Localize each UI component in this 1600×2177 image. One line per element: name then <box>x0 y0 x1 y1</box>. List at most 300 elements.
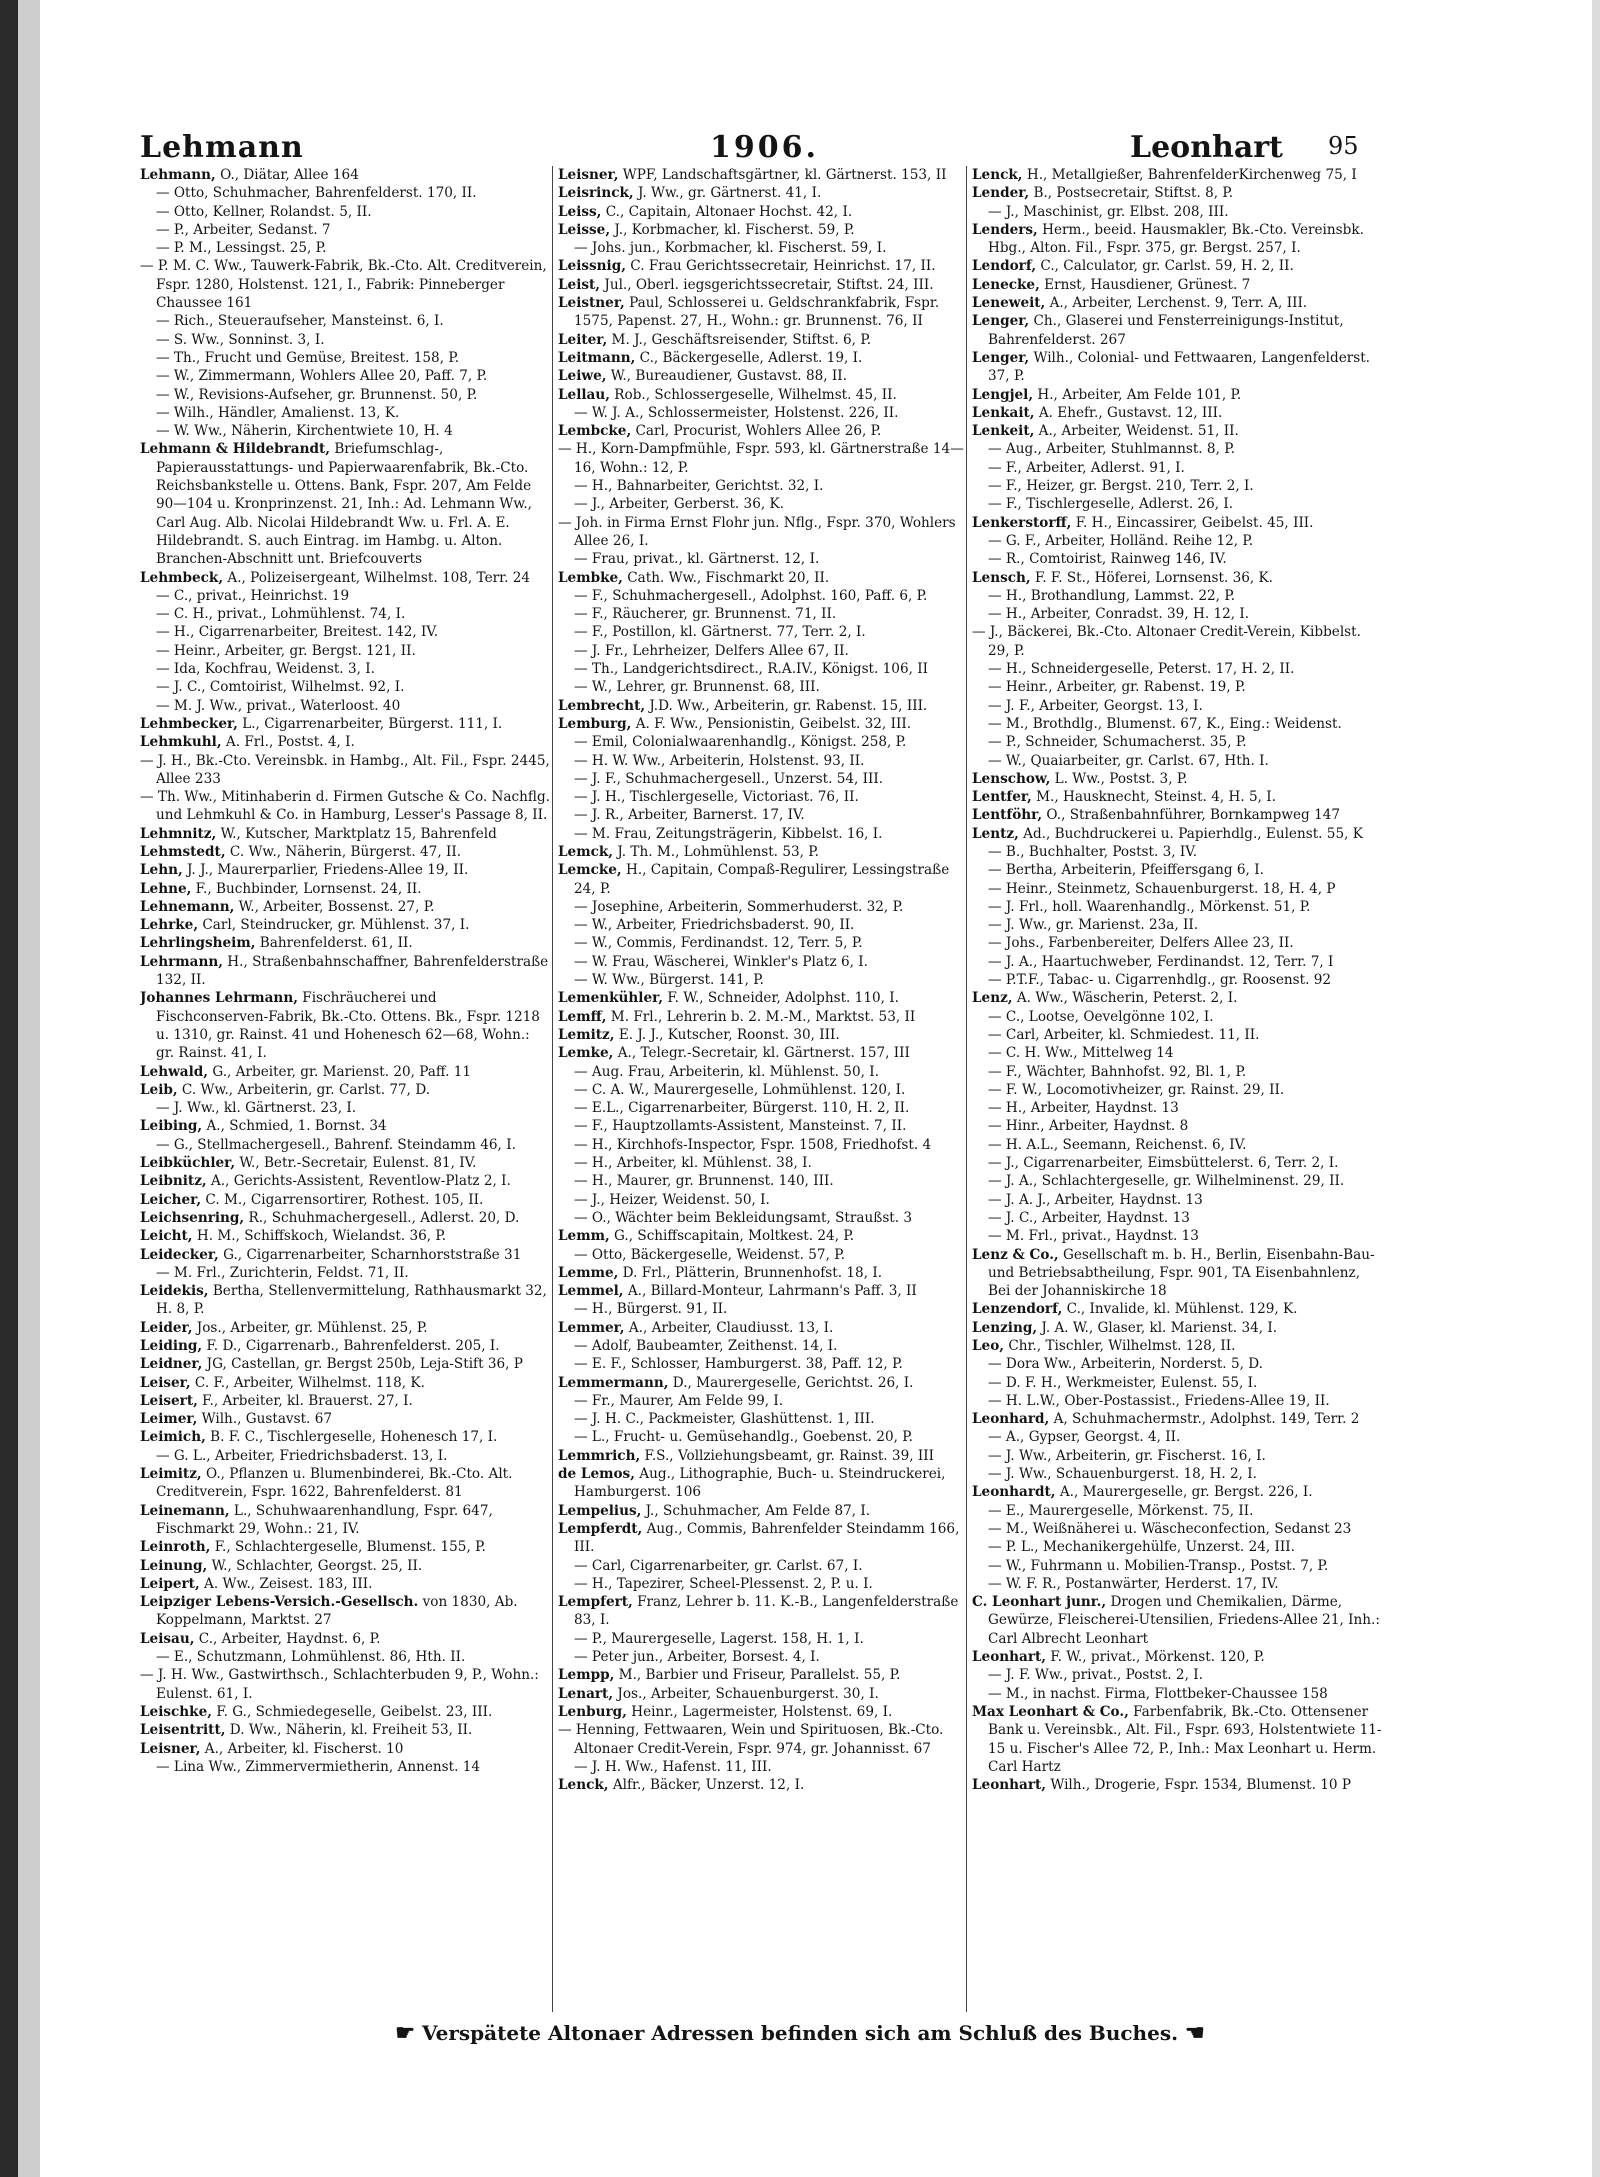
entry-text: Aug., Lithographie, Buch- u. Steindruckerei, Hamburgerst. 106 <box>574 1466 946 1501</box>
entry-surname: Lembcke, <box>558 423 632 440</box>
directory-entry <box>558 898 970 916</box>
header-year: 1906. <box>710 130 819 165</box>
entry-text: F., Schlachtergeselle, Blumenst. 155, P. <box>210 1539 486 1556</box>
directory-entry <box>972 1026 1384 1044</box>
directory-entry <box>972 184 1384 202</box>
entry-surname: Lembrecht, <box>558 697 646 714</box>
entry-text: — Rich., Steueraufseher, Mansteinst. 6, I. <box>156 313 444 330</box>
entry-text: A. Ehefr., Gustavst. 12, III. <box>1034 404 1223 421</box>
directory-entry <box>972 1246 1384 1301</box>
directory-entry <box>558 1392 970 1410</box>
directory-entry <box>558 1044 970 1062</box>
entry-surname: Lenzing, <box>972 1319 1038 1336</box>
entry-text: Wilh., Colonial- und Fettwaaren, Langenfelderst. 37, P. <box>988 349 1371 385</box>
entry-text: — H., Cigarrenarbeiter, Breitest. 142, IV. <box>156 624 439 641</box>
directory-entry <box>972 166 1384 184</box>
entry-text: Rob., Schlossergeselle, Wilhelmst. 45, II. <box>609 386 897 403</box>
entry-text: — W. J. A., Schlossermeister, Holstenst. 226, II. <box>574 404 899 421</box>
directory-entry <box>140 1337 552 1355</box>
directory-entry <box>140 752 552 789</box>
directory-entry <box>558 1593 970 1630</box>
entry-surname: Leisse, <box>558 221 611 238</box>
scan-border-left <box>0 0 18 2177</box>
entry-surname: Lemme, <box>558 1264 619 1281</box>
entry-text: Heinr., Lagermeister, Holstenst. 69, I. <box>626 1703 893 1720</box>
directory-entry <box>558 1117 970 1135</box>
entry-surname: Lehne, <box>140 880 192 897</box>
entry-surname: Lenburg, <box>558 1703 627 1720</box>
entry-surname: Leonhart, <box>972 1649 1047 1666</box>
entry-text: A. Ww., Zeisest. 183, III. <box>199 1575 373 1592</box>
entry-surname: Lenecke, <box>972 276 1040 293</box>
directory-entry <box>972 1648 1384 1666</box>
entry-text: Wilh., Gustavst. 67 <box>197 1411 332 1428</box>
entry-text: — J. Frl., holl. Waarenhandlg., Mörkenst. 51, P. <box>988 898 1311 915</box>
directory-entry <box>972 1081 1384 1099</box>
entry-surname: Lembke, <box>558 569 623 586</box>
directory-entry <box>972 495 1384 513</box>
entry-surname: Lempelius, <box>558 1502 642 1519</box>
directory-entry <box>972 953 1384 971</box>
entry-surname: Lendorf, <box>972 258 1037 275</box>
entry-text: — J. Ww., Arbeiterin, gr. Fischerst. 16, I. <box>988 1447 1266 1464</box>
entry-text: — H., Brothandlung, Lammst. 22, P. <box>988 587 1236 604</box>
directory-entry <box>972 1063 1384 1081</box>
directory-entry <box>140 367 552 385</box>
entry-surname: Leidecker, <box>140 1246 219 1263</box>
entry-text: F. W., Schneider, Adolphst. 110, I. <box>663 990 899 1007</box>
directory-entry <box>972 1044 1384 1062</box>
directory-entry <box>972 1227 1384 1245</box>
directory-entry <box>140 166 552 184</box>
entry-text: — Johs., Farbenbereiter, Delfers Allee 23, II. <box>988 935 1294 952</box>
directory-entry <box>140 386 552 404</box>
directory-entry <box>558 1209 970 1227</box>
entry-text: — A., Gypser, Georgst. 4, II. <box>988 1429 1181 1446</box>
directory-entry <box>972 294 1384 312</box>
entry-surname: Leisentritt, <box>140 1722 226 1739</box>
entry-surname: Lemmel, <box>558 1283 624 1300</box>
directory-entry <box>972 1538 1384 1556</box>
entry-surname: Leidekis, <box>140 1283 209 1300</box>
entry-text: J., Korbmacher, kl. Fischerst. 59, P. <box>610 221 855 238</box>
entry-surname: Leibnitz, <box>140 1173 207 1190</box>
directory-entry <box>140 1428 552 1446</box>
entry-surname: Leitmann, <box>558 349 636 366</box>
directory-entry <box>972 1575 1384 1593</box>
entry-surname: Lenz, <box>972 990 1013 1007</box>
entry-text: A., Telegr.-Secretair, kl. Gärtnerst. 157, III <box>613 1045 910 1062</box>
directory-entry <box>140 440 552 568</box>
entry-text: E. J. J., Kutscher, Roonst. 30, III. <box>614 1026 840 1043</box>
entry-text: Farbenfabrik, Bk.-Cto. Ottensener Bank u. Vereinsbk., Alt. Fil., Fspr. 693, Holstentwiete 11-15 u. Fischer's Allee 72, P., Inh.: Max Leonhart u. Herm. Carl Hartz <box>988 1703 1382 1775</box>
entry-surname: Lemmermann, <box>558 1374 669 1391</box>
entry-text: J. Ww., gr. Gärtnerst. 41, I. <box>633 185 822 202</box>
pointing-hand-icon-right: ☚ <box>1185 2020 1205 2046</box>
entry-text: — M. Frau, Zeitungsträgerin, Kibbelst. 16, I. <box>574 825 883 842</box>
entry-surname: Lentz, <box>972 825 1019 842</box>
directory-entry <box>972 587 1384 605</box>
entry-text: — E.L., Cigarrenarbeiter, Bürgerst. 110, H. 2, II. <box>574 1100 910 1117</box>
directory-entry <box>140 715 552 733</box>
entry-text: H., Arbeiter, Am Felde 101, P. <box>1033 386 1242 403</box>
entry-surname: Lenzendorf, <box>972 1301 1063 1318</box>
entry-text: — J. A., Haartuchweber, Ferdinandst. 12, Terr. 7, I <box>988 953 1334 970</box>
directory-entry <box>558 1685 970 1703</box>
entry-surname: Leiwe, <box>558 368 607 385</box>
entry-text: A., Arbeiter, kl. Fischerst. 10 <box>200 1740 404 1757</box>
directory-entry <box>972 1300 1384 1318</box>
entry-text: — G. F., Arbeiter, Holländ. Reihe 12, P. <box>988 532 1254 549</box>
scan-border-right <box>1592 0 1600 2177</box>
directory-entry <box>972 1337 1384 1355</box>
entry-text: C. Ww., Arbeiterin, gr. Carlst. 77, D. <box>177 1081 431 1098</box>
directory-entry <box>972 1154 1384 1172</box>
entry-text: C. Frau Gerichtssecretair, Heinrichst. 17, II. <box>625 258 936 275</box>
entry-surname: Lellau, <box>558 386 610 403</box>
entry-text: — P. M. C. Ww., Tauwerk-Fabrik, Bk.-Cto. Alt. Creditverein, Fspr. 1280, Holstenst. 121, I., Fabrik: Pinneberger Chaussee 161 <box>140 258 547 312</box>
entry-text: A. Frl., Postst. 4, I. <box>221 734 355 751</box>
directory-entry <box>558 770 970 788</box>
entry-text: — J. C., Comtoirist, Wilhelmst. 92, I. <box>156 679 405 696</box>
directory-entry <box>140 1063 552 1081</box>
directory-entry <box>558 916 970 934</box>
directory-entry <box>972 404 1384 422</box>
entry-surname: Lemitz, <box>558 1026 615 1043</box>
entry-text: Carl, Procurist, Wohlers Allee 26, P. <box>631 423 882 440</box>
directory-entry <box>558 1063 970 1081</box>
entry-surname: Lenschow, <box>972 770 1051 787</box>
entry-text: — Adolf, Baubeamter, Zeithenst. 14, I. <box>574 1338 838 1354</box>
entry-text: — J. F., Schuhmachergesell., Unzerst. 54, III. <box>574 770 884 787</box>
directory-entry <box>140 1465 552 1502</box>
entry-surname: Lentfer, <box>972 789 1032 806</box>
directory-entry <box>558 386 970 404</box>
entry-text: — J. H. Ww., Hafenst. 11, III. <box>574 1758 772 1775</box>
entry-text: — W. F. R., Postanwärter, Herderst. 17, IV. <box>988 1575 1279 1592</box>
entry-text: J. A. W., Glaser, kl. Marienst. 34, I. <box>1037 1319 1278 1336</box>
entry-surname: Leisner, <box>140 1740 201 1757</box>
directory-entry <box>140 1758 552 1776</box>
column-3 <box>972 166 1384 2012</box>
entry-text: JG, Castellan, gr. Bergst 250b, Leja-Stift 36, P <box>202 1356 523 1373</box>
directory-entry <box>972 440 1384 458</box>
directory-entry <box>558 349 970 367</box>
entry-text: F. H., Eincassirer, Geibelst. 45, III. <box>1071 514 1314 531</box>
directory-entry <box>558 1447 970 1465</box>
entry-text: — H., Korn-Dampfmühle, Fspr. 593, kl. Gärtnerstraße 14—16, Wohn.: 12, P. <box>558 441 964 476</box>
entry-text: — F., Arbeiter, Adlerst. 91, I. <box>988 459 1185 476</box>
entry-text: — H., Kirchhofs-Inspector, Fspr. 1508, Friedhofst. 4 <box>574 1136 932 1153</box>
entry-surname: Lengjel, <box>972 386 1034 403</box>
entry-text: — Hinr., Arbeiter, Haydnst. 8 <box>988 1118 1189 1135</box>
entry-surname: Lenger, <box>972 349 1030 366</box>
directory-entry <box>972 203 1384 221</box>
directory-entry <box>972 1191 1384 1209</box>
entry-text: F. F. St., Höferei, Lornsenst. 36, K. <box>1030 569 1273 586</box>
entry-text: A., Schmied, 1. Bornst. 34 <box>202 1118 387 1135</box>
entry-text: — F., Wächter, Bahnhofst. 92, Bl. 1, P. <box>988 1063 1247 1080</box>
entry-text: — S. Ww., Sonninst. 3, I. <box>156 331 325 348</box>
entry-text: — M. Frl., Zurichterin, Feldst. 71, II. <box>156 1264 409 1281</box>
entry-text: — H., Bahnarbeiter, Gerichtst. 32, I. <box>574 478 824 495</box>
entry-text: — H., Schneidergeselle, Peterst. 17, H. 2, II. <box>988 661 1295 678</box>
directory-entry <box>972 349 1384 386</box>
entry-surname: de Lemos, <box>558 1466 635 1483</box>
directory-entry <box>972 422 1384 440</box>
directory-entry <box>558 989 970 1007</box>
directory-entry <box>972 623 1384 660</box>
entry-surname: Lenart, <box>558 1685 614 1702</box>
entry-text: Alfr., Bäcker, Unzerst. 12, I. <box>608 1777 805 1794</box>
entry-surname: Leistner, <box>558 295 625 312</box>
entry-text: C., Calculator, gr. Carlst. 59, H. 2, II. <box>1036 258 1294 275</box>
entry-text: — Wilh., Händler, Amalienst. 13, K. <box>156 404 400 421</box>
directory-entry <box>140 349 552 367</box>
entry-text: J., Schuhmacher, Am Felde 87, I. <box>641 1502 871 1519</box>
entry-text: Paul, Schlosserei u. Geldschrankfabrik, Fspr. 1575, Papenst. 27, H., Wohn.: gr. Brunnenst. 76, II <box>574 295 940 330</box>
directory-entry <box>972 1355 1384 1373</box>
directory-entry <box>558 1630 970 1648</box>
entry-text: — W. Ww., Näherin, Kirchentwiete 10, H. 4 <box>156 423 453 440</box>
entry-surname: Leiding, <box>140 1338 203 1354</box>
directory-entry <box>140 1374 552 1392</box>
entry-surname: Leider, <box>140 1319 193 1336</box>
entry-text: — Henning, Fettwaaren, Wein und Spirituosen, Bk.-Cto. Altonaer Credit-Verein, Fspr. 974, gr. Johannisst. 67 <box>558 1722 944 1757</box>
entry-text: F. D., Cigarrenarb., Bahrenfelderst. 205, I. <box>202 1338 500 1354</box>
entry-text: — Otto, Kellner, Rolandst. 5, II. <box>156 203 372 220</box>
directory-entry <box>972 1666 1384 1684</box>
directory-entry <box>972 1410 1384 1428</box>
entry-text: — Frau, privat., kl. Gärtnerst. 12, I. <box>574 551 820 568</box>
directory-entry <box>558 733 970 751</box>
directory-entry <box>972 752 1384 770</box>
entry-text: W., Bureaudiener, Gustavst. 88, II. <box>606 368 847 385</box>
entry-surname: Leisner, <box>558 167 619 183</box>
directory-entry <box>972 806 1384 824</box>
directory-entry <box>140 934 552 952</box>
entry-text: G., Schiffscapitain, Moltkest. 24, P. <box>609 1228 855 1245</box>
entry-text: — Th., Landgerichtsdirect., R.A.IV., Königst. 106, II <box>574 661 928 678</box>
entry-text: A., Arbeiter, Lerchenst. 9, Terr. A, III. <box>1045 295 1308 312</box>
directory-entry <box>140 1099 552 1117</box>
directory-entry <box>558 1355 970 1373</box>
entry-text: — L., Frucht- u. Gemüsehandlg., Goebenst. 20, P. <box>574 1429 913 1446</box>
entry-text: M., Hausknecht, Steinst. 4, H. 5, I. <box>1031 789 1276 806</box>
directory-entry <box>558 1648 970 1666</box>
directory-entry <box>972 770 1384 788</box>
entry-text: — J., Bäckerei, Bk.-Cto. Altonaer Credit-Verein, Kibbelst. 29, P. <box>972 624 1361 659</box>
entry-surname: Leneweit, <box>972 295 1046 312</box>
entry-surname: Leichsenring, <box>140 1209 245 1226</box>
entry-surname: Lemenkühler, <box>558 990 664 1007</box>
directory-entry <box>140 1593 552 1630</box>
directory-entry <box>140 1557 552 1575</box>
directory-entry <box>972 605 1384 623</box>
directory-entry <box>140 1282 552 1319</box>
entry-text: A., Arbeiter, Claudiusst. 13, I. <box>624 1319 834 1336</box>
entry-surname: Leisau, <box>140 1630 195 1647</box>
entry-text: — F., Tischlergeselle, Adlerst. 26, I. <box>988 496 1234 513</box>
entry-surname: Leonhard, <box>972 1411 1050 1428</box>
entry-surname: Lehwald, <box>140 1063 209 1080</box>
directory-entry <box>140 239 552 257</box>
directory-entry <box>972 1172 1384 1190</box>
entry-surname: Leinroth, <box>140 1539 211 1556</box>
entry-text: — F., Heizer, gr. Bergst. 210, Terr. 2, I. <box>988 478 1254 495</box>
entry-surname: Lehrke, <box>140 917 199 934</box>
entry-text: — Heinr., Arbeiter, gr. Bergst. 121, II. <box>156 642 416 659</box>
entry-text: — J. Ww., Schauenburgerst. 18, H. 2, I. <box>988 1466 1257 1483</box>
directory-entry <box>558 1191 970 1209</box>
entry-surname: Lehmstedt, <box>140 843 226 860</box>
directory-entry <box>558 1081 970 1099</box>
directory-entry <box>972 971 1384 989</box>
directory-entry <box>140 1410 552 1428</box>
directory-entry <box>558 1282 970 1300</box>
directory-entry <box>972 569 1384 587</box>
entry-text: — M., in nachst. Firma, Flottbeker-Chaussee 158 <box>988 1685 1328 1702</box>
directory-entry <box>140 312 552 330</box>
directory-entry <box>140 184 552 202</box>
entry-text: — J., Arbeiter, Gerberst. 36, K. <box>574 496 784 513</box>
entry-surname: Lemburg, <box>558 715 632 732</box>
entry-text: D., Maurergeselle, Gerichtst. 26, I. <box>668 1374 914 1391</box>
directory-entry <box>140 1191 552 1209</box>
entry-text: — F., Hauptzollamts-Assistent, Mansteinst. 7, II. <box>574 1118 907 1135</box>
entry-surname: Leimer, <box>140 1411 198 1428</box>
column-2 <box>558 166 970 2012</box>
directory-entry <box>558 1465 970 1502</box>
entry-text: — J. C., Arbeiter, Haydnst. 13 <box>988 1209 1190 1226</box>
directory-entry <box>140 825 552 843</box>
entry-surname: Leipert, <box>140 1575 200 1592</box>
directory-entry <box>972 221 1384 258</box>
entry-text: B. F. C., Tischlergeselle, Hohenesch 17, I. <box>205 1429 498 1446</box>
directory-entry <box>558 440 970 477</box>
directory-entry <box>558 239 970 257</box>
directory-entry <box>140 404 552 422</box>
directory-entry <box>558 1337 970 1355</box>
entry-surname: Leicht, <box>140 1228 193 1245</box>
page-footer-note <box>380 2020 1220 2050</box>
column-1 <box>140 166 552 2012</box>
directory-entry <box>972 934 1384 952</box>
directory-entry <box>558 843 970 861</box>
directory-entry <box>558 367 970 385</box>
entry-surname: Lemff, <box>558 1008 607 1025</box>
entry-text: — H., Bürgerst. 91, II. <box>574 1301 728 1318</box>
entry-text: C., Capitain, Altonaer Hochst. 42, I. <box>601 203 853 220</box>
directory-entry <box>972 257 1384 275</box>
directory-entry <box>558 569 970 587</box>
directory-entry <box>972 1319 1384 1337</box>
entry-surname: Leipziger Lebens-Versich.-Gesellsch. <box>140 1594 419 1611</box>
directory-entry <box>972 1428 1384 1446</box>
entry-text: W., Arbeiter, Bossenst. 27, P. <box>234 898 435 915</box>
entry-text: — F., Postillon, kl. Gärtnerst. 77, Terr. 2, I. <box>574 624 866 641</box>
entry-text: — G., Stellmachergesell., Bahrenf. Steindamm 46, I. <box>156 1136 516 1153</box>
entry-text: — W. Frau, Wäscherei, Winkler's Platz 6, I. <box>574 953 868 970</box>
directory-entry <box>558 550 970 568</box>
entry-surname: Leist, <box>558 276 601 293</box>
entry-text: — C. H., privat., Lohmühlenst. 74, I. <box>156 606 406 623</box>
directory-entry <box>972 1374 1384 1392</box>
entry-text: R., Schuhmachergesell., Adlerst. 20, D. <box>244 1209 520 1226</box>
entry-text: Ad., Buchdruckerei u. Papierhdlg., Eulenst. 55, K <box>1018 825 1363 842</box>
entry-text: — J. H. Ww., Gastwirthsch., Schlachterbuden 9, P., Wohn.: Eulenst. 61, I. <box>140 1667 539 1702</box>
directory-entry <box>558 971 970 989</box>
entry-text: H., Capitain, Compaß-Regulirer, Lessingstraße 24, P. <box>574 862 950 897</box>
entry-text: A, Schuhmachermstr., Adolphst. 149, Terr. 2 <box>1049 1411 1360 1428</box>
directory-entry <box>558 678 970 696</box>
entry-text: — Th. Ww., Mitinhaberin d. Firmen Gutsche & Co. Nachflg. und Lehmkuhl & Co. in Hamburg, Lesser's Passage 8, II. <box>140 789 550 824</box>
page-number: 95 <box>1328 132 1359 160</box>
directory-entry <box>972 550 1384 568</box>
entry-text: WPF, Landschaftsgärtner, kl. Gärtnerst. 153, II <box>618 167 947 183</box>
entry-text: — W., Arbeiter, Friedrichsbaderst. 90, II. <box>574 917 855 934</box>
entry-text: F. W., privat., Mörkenst. 120, P. <box>1046 1649 1265 1666</box>
directory-entry <box>972 715 1384 733</box>
entry-text: C. M., Cigarrensortirer, Rothest. 105, II. <box>201 1191 484 1208</box>
directory-entry <box>140 587 552 605</box>
entry-surname: Lehmkuhl, <box>140 734 222 751</box>
entry-text: — W., Fuhrmann u. Mobilien-Transp., Postst. 7, P. <box>988 1557 1329 1574</box>
entry-text: — M., Weißnäherei u. Wäscheconfection, Sedanst 23 <box>988 1520 1352 1537</box>
entry-text: — P., Arbeiter, Sedanst. 7 <box>156 221 331 238</box>
directory-entry <box>140 1630 552 1648</box>
directory-entry <box>972 1483 1384 1501</box>
entry-text: — H. L.W., Ober-Postassist., Friedens-Allee 19, II. <box>988 1392 1330 1409</box>
entry-text: J. J., Maurerparlier, Friedens-Allee 19, II. <box>182 862 469 879</box>
directory-entry <box>140 1575 552 1593</box>
entry-text: — H., Arbeiter, Haydnst. 13 <box>988 1100 1179 1117</box>
entry-text: — Joh. in Firma Ernst Flohr jun. Nflg., Fspr. 370, Wohlers Allee 26, I. <box>558 514 956 549</box>
directory-entry <box>140 1264 552 1282</box>
directory-entry <box>558 276 970 294</box>
directory-entry <box>972 916 1384 934</box>
entry-text: — P. M., Lessingst. 25, P. <box>156 240 327 257</box>
directory-entry <box>558 587 970 605</box>
entry-text: F., Buchbinder, Lornsenst. 24, II. <box>191 880 422 897</box>
directory-entry <box>558 1300 970 1318</box>
entry-text: — J., Cigarrenarbeiter, Eimsbüttelerst. 6, Terr. 2, I. <box>988 1155 1339 1172</box>
entry-text: — F., Räucherer, gr. Brunnenst. 71, II. <box>574 606 837 623</box>
directory-entry <box>140 331 552 349</box>
directory-entry <box>140 953 552 990</box>
entry-text: C., Arbeiter, Haydnst. 6, P. <box>194 1630 381 1647</box>
entry-text: — Heinr., Steinmetz, Schauenburgerst. 18, H. 4, P <box>988 880 1336 897</box>
directory-entry <box>558 806 970 824</box>
entry-surname: Lehmann, <box>140 167 216 183</box>
entry-surname: Lemmer, <box>558 1319 625 1336</box>
entry-surname: Leonhart, <box>972 1777 1047 1794</box>
entry-text: L., Cigarrenarbeiter, Bürgerst. 111, I. <box>237 715 503 732</box>
entry-text: — O., Wächter beim Bekleidungsamt, Straußst. 3 <box>574 1209 913 1226</box>
directory-entry <box>558 1575 970 1593</box>
entry-text: Ernst, Hausdiener, Grünest. 7 <box>1039 276 1251 293</box>
entry-text: — Otto, Bäckergeselle, Weidenst. 57, P. <box>574 1246 845 1263</box>
entry-text: Briefumschlag-, Papierausstattungs- und Papierwaarenfabrik, Bk.-Cto. Reichsbankstelle u. Ottens. Bank, Fspr. 207, Am Felde 90—104 u. Kronprinzenst. 21, Inh.: Ad. Lehmann Ww., Carl Aug. Alb. Nicolai Hildebrandt Ww. u. Frl. A. E. Hildebrandt. S. auch Eintrag. im Hambg. u. Alton. Branchen-Abschnitt unt. Briefcouverts <box>156 441 532 568</box>
entry-text: — M., Brothdlg., Blumenst. 67, K., Eing.: Weidenst. <box>988 715 1342 732</box>
entry-text: — W. Ww., Bürgerst. 141, P. <box>574 972 764 989</box>
entry-text: — P.T.F., Tabac- u. Cigarrenhdlg., gr. Roosenst. 92 <box>988 972 1332 989</box>
entry-text: O., Straßenbahnführer, Bornkampweg 147 <box>1042 807 1341 824</box>
directory-entry <box>140 880 552 898</box>
directory-entry <box>558 1172 970 1190</box>
entry-text: Aug., Commis, Bahrenfelder Steindamm 166, III. <box>574 1520 960 1556</box>
directory-entry <box>972 1392 1384 1410</box>
